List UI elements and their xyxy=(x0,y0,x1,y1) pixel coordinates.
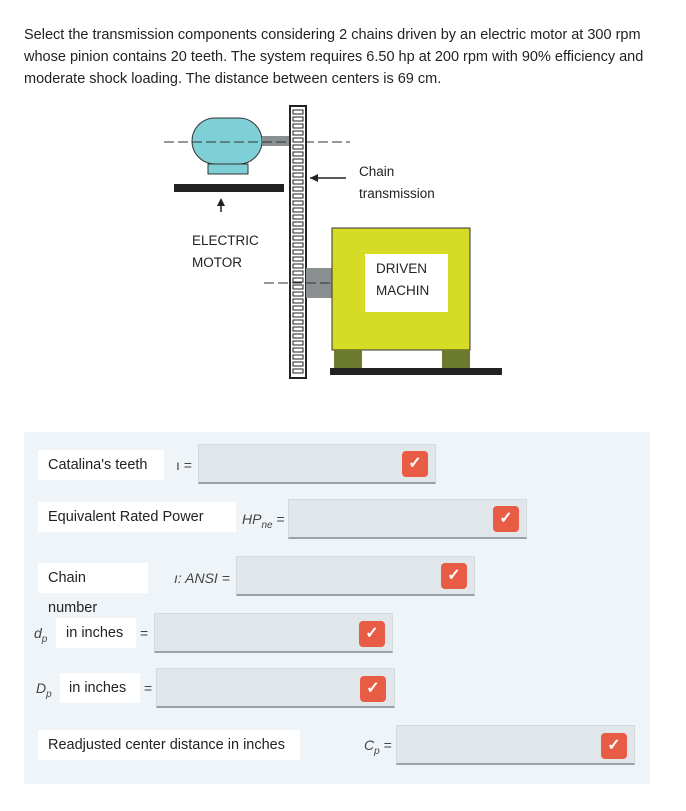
symbol-ansi-text: ı: ANSI = xyxy=(174,570,230,586)
row-symbol-dp xyxy=(34,618,47,648)
symbol-cp-eq: = xyxy=(379,737,392,753)
symbol-dp-main: d xyxy=(34,625,42,641)
symbol-Dp-sub: p xyxy=(46,688,52,700)
symbol-hp-main: HP xyxy=(242,511,262,527)
check-icon: ✓ xyxy=(359,621,385,647)
row-label-chain-number: Chain number xyxy=(38,563,148,593)
answer-panel xyxy=(24,432,650,784)
driven-label-line-1: DRIVEN xyxy=(376,261,428,276)
check-icon: ✓ xyxy=(601,733,627,759)
answer-field-chain-number[interactable] xyxy=(236,556,475,596)
row-symbol-ansi xyxy=(174,563,230,593)
symbol-cp-main: C xyxy=(364,737,375,753)
row-label-Dp-inches: in inches xyxy=(60,673,140,703)
chain-label-line-2: transmission xyxy=(359,186,435,201)
machine-foot-right xyxy=(442,350,470,368)
chain-label-line-1: Chain xyxy=(359,164,395,179)
transmission-diagram xyxy=(150,100,530,400)
motor-arrow-head xyxy=(217,198,225,206)
chain-label xyxy=(359,161,435,205)
chain-arrow-head xyxy=(310,174,318,182)
symbol-Dp-main: D xyxy=(36,680,47,696)
answer-field-teeth[interactable] xyxy=(198,444,436,484)
symbol-dp-sub: p xyxy=(41,633,48,645)
motor-mount xyxy=(208,164,248,174)
motor-base xyxy=(174,184,284,192)
row-symbol-Dp xyxy=(36,673,52,703)
symbol-hp-sub: ne xyxy=(261,519,273,531)
chain-strand xyxy=(290,106,306,378)
row-label-dp-inches: in inches xyxy=(56,618,136,648)
row-symbol-dp-eq: = xyxy=(140,625,149,641)
check-icon: ✓ xyxy=(441,563,467,589)
machine-foot-left xyxy=(334,350,362,368)
motor-label xyxy=(192,230,259,274)
row-symbol-hp xyxy=(242,504,285,534)
row-symbol-teeth: ı = xyxy=(176,457,192,473)
symbol-hp-eq: = xyxy=(272,511,285,527)
motor-body xyxy=(192,118,262,164)
row-label-equivalent-power: Equivalent Rated Power xyxy=(38,502,236,532)
answer-field-center-distance[interactable] xyxy=(396,725,635,765)
symbol-cp-sub: p xyxy=(374,745,380,757)
check-icon: ✓ xyxy=(402,451,428,477)
driven-label-line-2: MACHIN xyxy=(376,283,430,298)
row-label-center-distance: Readjusted center distance in inches xyxy=(38,730,300,760)
motor-label-line-1: ELECTRIC xyxy=(192,233,259,248)
motor-shaft xyxy=(262,136,290,146)
row-symbol-Dp-eq: = xyxy=(144,680,153,696)
machine-base xyxy=(330,368,502,375)
check-icon: ✓ xyxy=(360,676,386,702)
check-icon: ✓ xyxy=(493,506,519,532)
answer-field-dp[interactable] xyxy=(154,613,393,653)
row-symbol-cp xyxy=(364,730,392,760)
answer-field-hp[interactable] xyxy=(288,499,527,539)
problem-statement: Select the transmission components considering 2 chains driven by an electric motor at 300 rpm whose pinion contains 20 teeth. The system requires 6.50 hp at 200 rpm with 90% efficiency and moderate shock loading. The distance between centers is 69 cm. xyxy=(24,27,644,87)
motor-label-line-2: MOTOR xyxy=(192,255,242,270)
row-label-catalina-teeth: Catalina's teeth xyxy=(38,450,164,480)
driven-label xyxy=(365,254,448,312)
